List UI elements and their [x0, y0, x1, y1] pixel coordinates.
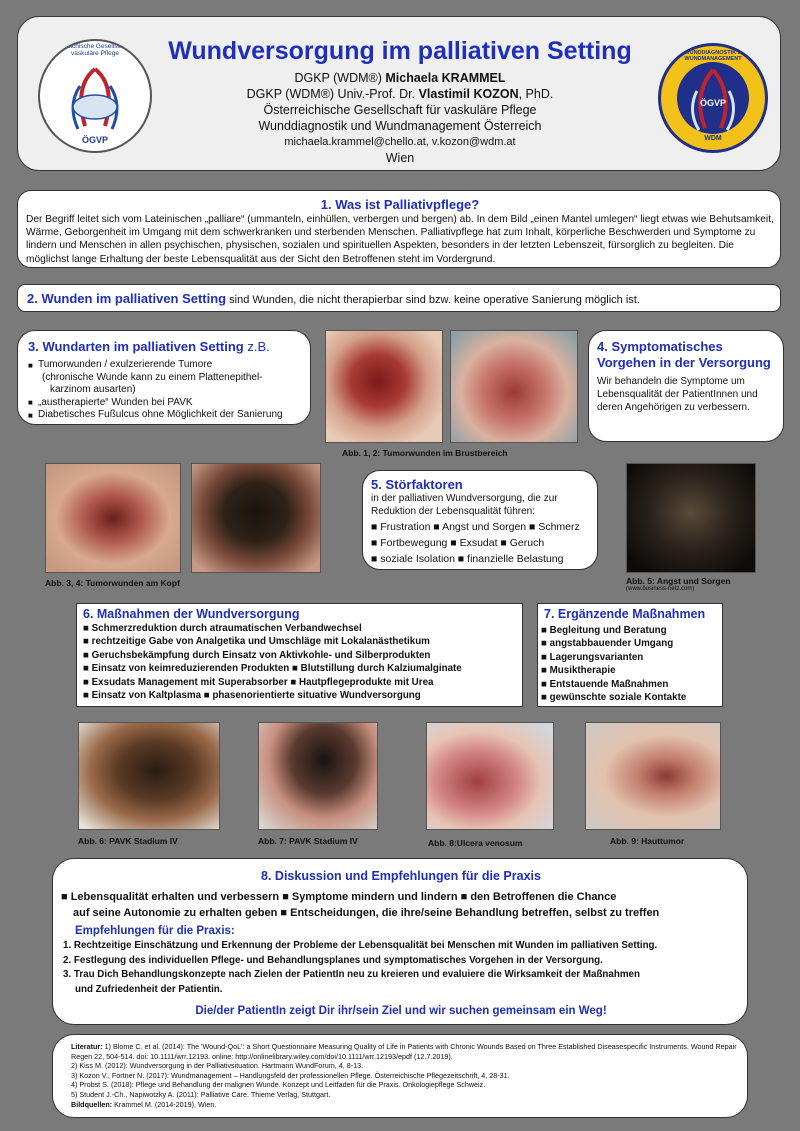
author2-name: Vlastimil KOZON [418, 87, 519, 101]
caption-abb-3-4: Abb. 3, 4: Tumorwunden am Kopf [45, 578, 180, 588]
section-3-title: 3. Wundarten im palliativen Setting [28, 339, 244, 354]
section-supplementary-measures [537, 603, 723, 707]
org-line-1: Österreichische Gesellschaft für vaskuläre Pflege [263, 103, 537, 117]
section-wound-types [17, 330, 311, 425]
section-4-body: Wir behandeln die Symptome um Lebensqualität der PatientInnen und deren Angehörigen zu verbessern. [597, 376, 758, 413]
closing-statement: Die/der PatientIn zeigt Dir ihr/sein Ziel und wir suchen gemeinsam ein Weg! [195, 1005, 607, 1017]
logo-right-text: WUNDDIAGNOSTIK & WUNDMANAGEMENT [684, 50, 742, 62]
list-item: ■ Tumorwunden / exulzerierende Tumore (chronische Wunde kann zu einem Plattenepithel- karzinom ausarten) [28, 359, 308, 397]
section-discussion-recommendations [52, 858, 748, 1025]
section-1-title: 1. Was ist Palliativpflege? [320, 197, 480, 212]
caption-abb-7: Abb. 7: PAVK Stadium IV [258, 836, 358, 846]
photo-tumor-wound-chest-1 [325, 330, 443, 443]
section-6-title: 6. Maßnahmen der Wundversorgung [83, 607, 300, 621]
photo-pavk-stage-4-1 [78, 722, 220, 830]
caption-abb-6: Abb. 6: PAVK Stadium IV [78, 836, 178, 846]
logo-right-bottom: WDM [704, 135, 722, 142]
photo-tumor-wound-chest-2 [450, 330, 578, 443]
recommendations-title: Empfehlungen für die Praxis: [75, 925, 235, 937]
recommendations-list: 1. Rechtzeitige Einschätzung und Erkennung der Probleme der Lebensqualität bei Menschen mit Wunden im palliativen Setting. 2. Festlegung des individuellen Pflege- und Behandlungsplanes und symptomatisches Vorgehen in der Versorgung. 3. Trau Dich Behandlungskonzepte nach Zielen der PatientIn neu zu kreieren und evaluiere die Wirksamkeit der Maßnahmen und Zufriedenheit der Patientin. [63, 940, 658, 995]
section-5-title: 5. Störfaktoren [371, 477, 463, 492]
section-literature [52, 1034, 748, 1118]
section-7-title: 7. Ergänzende Maßnahmen [544, 607, 706, 621]
logo-right-abbr: ÖGVP [699, 98, 726, 108]
section-disruptive-factors [362, 470, 598, 570]
photo-skin-tumor [585, 722, 721, 830]
list-item: ■ „austherapierte“ Wunden bei PAVK [28, 397, 308, 410]
wound-types-list [28, 359, 308, 422]
caption-abb-9: Abb. 9: Hauttumor [610, 836, 685, 846]
section-2-title: 2. Wunden im palliativen Setting [27, 291, 227, 306]
poster-title: Wundversorgung im palliativen Setting [168, 37, 632, 65]
section-wound-care-measures [76, 603, 523, 707]
goals-block: ■ Lebensqualität erhalten und verbessern ■ Symptome mindern und lindern ■ den Betroffenen die Chance auf seine Autonomie zu erhalten geben ■ Entscheidungen, die ihre/seine Behandlung betreffen, selbst zu treffen [61, 891, 660, 919]
photo-fear-and-worry [626, 463, 756, 573]
logo-right [658, 43, 768, 153]
section-1-body: Der Begriff leitet sich vom Lateinischen „palliare“ (ummanteln, einhüllen, verbergen und bergen) ab. In dem Bild „einen Mantel umlegen“ liegt etwas wie Behutsamkeit, Wärme, Geborgenheit im Umgang mit dem schwerkranken und sterbenden Menschen. Palliativpflege hat zum Inhalt, körperliche Beschwerden und Symptome zu lindern und Menschen in allen psychischen, physischen, sozialen und spirituellen Aspekten, besonders in der letzten Lebenszeit, fürsorglich zu begleiten. Die möglichst lange Erhaltung der beste Lebensqualität aus der Sicht den Betroffenen steht im Vordergrund. [26, 214, 774, 265]
header-panel [17, 16, 781, 171]
photo-pavk-stage-4-2 [258, 722, 378, 830]
section-palliative-care [17, 190, 781, 268]
author2-prefix: DGKP (WDM®) Univ.-Prof. Dr. [246, 87, 419, 101]
photo-tumor-wound-head-1 [45, 463, 181, 573]
caption-abb-8: Abb. 8:Ulcera venosum [428, 838, 523, 848]
measures-list: ■ Schmerzreduktion durch atraumatischen Verbandwechsel ■ rechtzeitige Gabe von Analgetika und Umschläge mit Lokalanästhetikum ■ Geruchsbekämpfung durch Einsatz von Aktivkohle- und Silberprodukten ■ Einsatz von keimreduzierenden Produkten ■ Blutstillung durch Kalziumalginate ■ Exsudats Management mit Superabsorber ■ Hautpflegeprodukte mit Urea ■ Einsatz von Kaltplasma ■ phasenorientierte situative Wundversorgung [83, 623, 462, 702]
factors-row-3: ■ soziale Isolation ■ finanzielle Belastung [371, 553, 564, 565]
author1-name: Michaela KRAMMEL [385, 71, 506, 85]
author1-prefix: DGKP (WDM®) [294, 71, 386, 85]
section-8-title: 8. Diskussion und Empfehlungen für die Praxis [261, 869, 541, 883]
section-symptomatic-approach [588, 330, 784, 442]
caption-abb-1-2: Abb. 1, 2: Tumorwunden im Brustbereich [342, 448, 508, 458]
photo-ulcera-venosum [426, 722, 554, 830]
logo-left-text: Österreichische Gesellschaft für vaskuläre Pflege [48, 43, 142, 57]
section-2-body: sind Wunden, die nicht therapierbar sind bzw. keine operative Sanierung möglich ist. [226, 294, 640, 306]
literature-list: Literatur: 1) Blome C. et al. (2014): The 'Wound-QoL': a Short Questionnaire Measuring Quality of Life in Patients with Chronic Wounds Based on Three Established Diseasespecific Instruments. Wound Repair Regen 22, 504-514. doi: 10.1111/wrr.12193. online: http://onlinelibrary.wiley.com/doi/10.1111/wrr.12193/epdf (12.7.2019). 2) Kiss M. (2012): Wundversorgung in der Palliativsituation. Hartmann WundForum, 4, 8-13. 3) Kozon V., Fortner N. (2017): Wundmanagement – Handlungsfeld der professionellen Pflege. Österreichische Pflegezeitschrift, 4, 28-31. 4) Probst S. (2018): Pflege und Behandlung der malignen Wunde. Konzept und Leitfaden für die Praxis. Onkologiepflege Schweiz. 5) Student J.-Ch., Napiwotzky A. (2011): Palliative Care. Thieme Verlag, Stuttgart. Bildquellen: Krammel M. (2014-2019), Wien. [71, 1042, 737, 1109]
logo-left [38, 39, 152, 153]
email-line: michaela.krammel@chello.at, v.kozon@wdm.at [284, 136, 516, 148]
org-line-2: Wunddiagnostik und Wundmanagement Österreich [258, 119, 542, 133]
factors-row-2: ■ Fortbewegung ■ Exsudat ■ Geruch [371, 537, 545, 549]
photo-tumor-wound-head-2 [191, 463, 321, 573]
city-line: Wien [385, 151, 415, 165]
list-item: ■ Diabetisches Fußulcus ohne Möglichkeit der Sanierung [28, 409, 308, 422]
logo-left-abbr: ÖGVP [81, 135, 108, 145]
section-wounds [17, 284, 781, 312]
factors-row-1: ■ Frustration ■ Angst und Sorgen ■ Schmerz [371, 521, 580, 533]
author2-suffix: , PhD. [518, 87, 554, 101]
caption-abb-5: Abb. 5: Angst und Sorgen (www.business-netz.com) [626, 576, 731, 592]
section-3-suffix: z.B. [243, 339, 270, 354]
section-4-title: 4. Symptomatisches Vorgehen in der Versorgung [597, 339, 771, 370]
supplementary-list: ■ Begleitung und Beratung ■ angstabbauender Umgang ■ Lagerungsvarianten ■ Musiktherapie ■ Entstauende Maßnahmen ■ gewünschte soziale Kontakte [541, 625, 687, 704]
section-5-intro: in der palliativen Wundversorgung, die zur Reduktion der Lebensqualität führen: [371, 493, 558, 517]
author-block [148, 70, 652, 166]
